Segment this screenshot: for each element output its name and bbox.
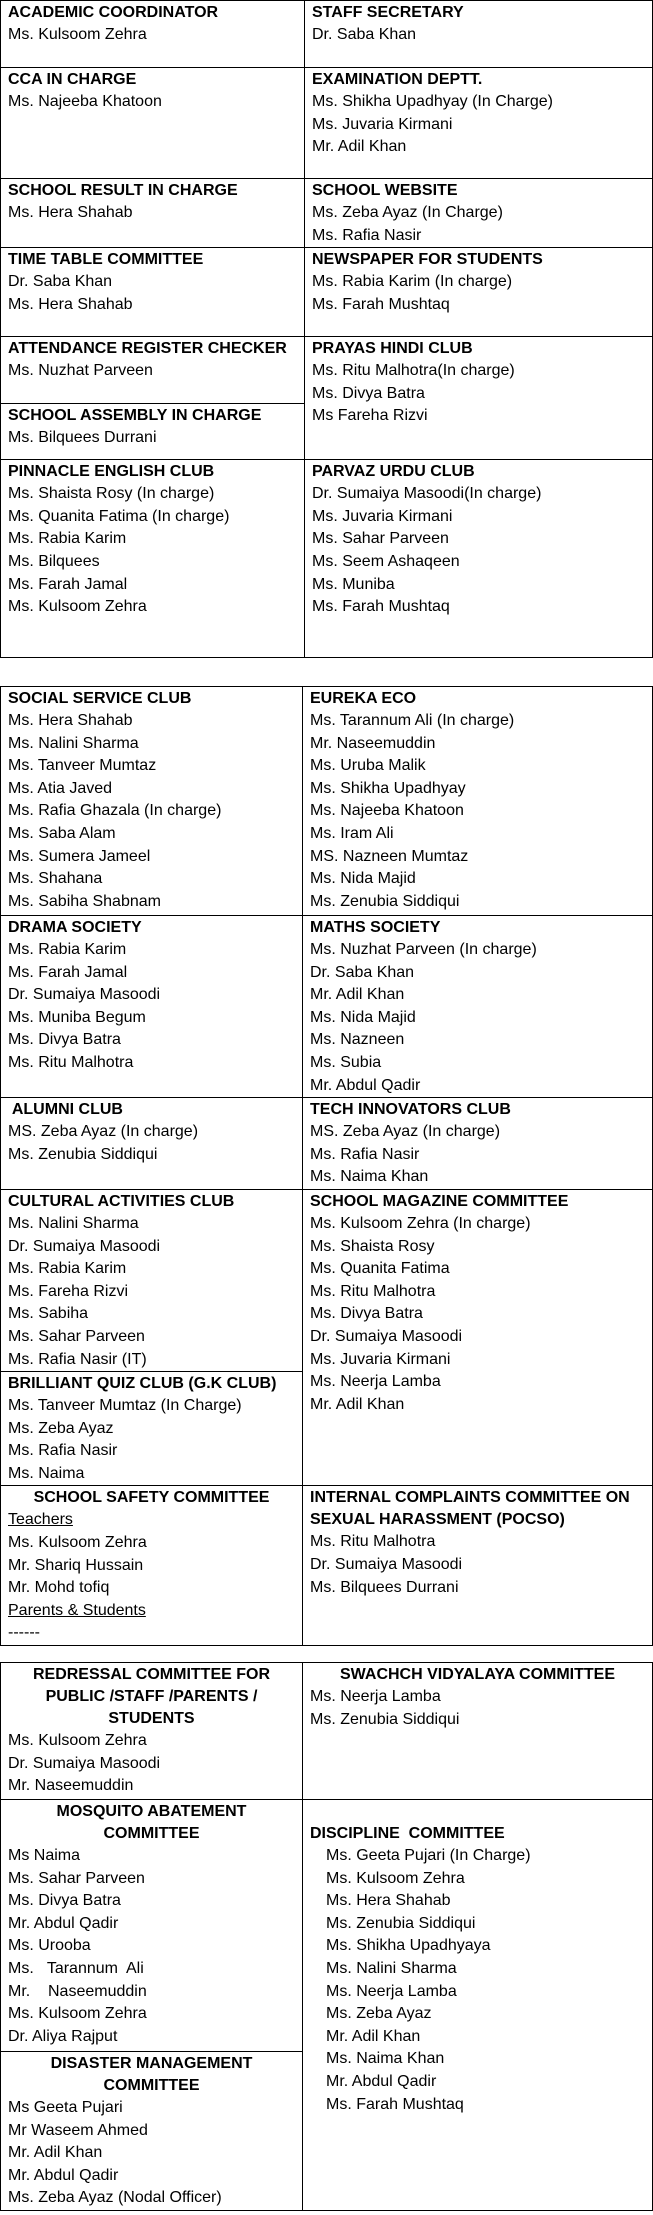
member: MS. Zeba Ayaz (In charge) (8, 1123, 199, 1141)
member: Ms. Naima Khan (326, 2050, 445, 2068)
parents-value: ------ (8, 1624, 40, 1642)
committee-title: SCHOOL MAGAZINE COMMITTEE (310, 1192, 569, 1210)
table-row (1, 916, 653, 1098)
member: Ms. Rabia Karim (8, 941, 127, 958)
member: Ms. Farah Mushtaq (312, 598, 450, 616)
committee-cell (303, 916, 653, 1098)
member: Mr. Adil Khan (310, 1395, 405, 1413)
committee-title: INTERNAL COMPLAINTS COMMITTEE ON SEXUAL HARASSMENT (POCSO) (310, 1489, 630, 1529)
committee-subcell (1, 1190, 302, 1372)
member: Mr. Adil Khan (326, 2027, 421, 2045)
member: Ms. Divya Batra (8, 1031, 121, 1049)
member: Ms. Uruba Malik (310, 757, 426, 775)
member: Mr. Adil Khan (8, 2144, 103, 2162)
committee-title: TECH INNOVATORS CLUB (310, 1101, 511, 1119)
member: Ms. Kulsoom Zehra (In charge) (310, 1214, 531, 1232)
member: Dr. Saba Khan (8, 273, 113, 291)
member: Mr. Adil Khan (312, 138, 407, 156)
member: Ms. Rabia Karim (In charge) (312, 273, 513, 291)
committee-cell (1, 1, 305, 68)
member: Mr. Naseemuddin (8, 1777, 134, 1795)
table-row (1, 179, 653, 248)
committee-cell (1, 1486, 303, 1646)
committee-cell (1, 460, 305, 658)
member: Ms. Naima (8, 1464, 85, 1482)
member: Ms. Zenubia Siddiqui (310, 892, 460, 910)
committee-subcell (1, 404, 304, 450)
committee-cell (305, 179, 653, 248)
member: Dr. Sumaiya Masoodi (310, 1327, 463, 1345)
table-row (1, 1, 653, 68)
member: Ms. Bilquees (8, 552, 100, 570)
member: Ms. Bilquees Durrani (310, 1578, 459, 1596)
member: Ms. Sabiha (8, 1305, 89, 1323)
committee-title: ACADEMIC COORDINATOR (8, 4, 219, 21)
member: Dr. Sumaiya Masoodi(In charge) (312, 485, 542, 503)
member: Ms. Sahar Parveen (8, 1327, 145, 1345)
member: MS. Zeba Ayaz (In charge) (310, 1123, 501, 1141)
member: Ms. Nuzhat Parveen (8, 362, 153, 380)
committee-cell (1, 1663, 303, 1800)
member: Ms. Kulsoom Zehra (8, 2005, 147, 2023)
member: Ms. Zenubia Siddiqui (8, 1145, 158, 1163)
committee-title: CULTURAL ACTIVITIES CLUB (8, 1192, 235, 1210)
member: Ms. Rafia Ghazala (In charge) (8, 802, 222, 820)
member: Ms. Nalini Sharma (8, 1214, 139, 1232)
member: Ms. Nida Majid (310, 870, 416, 888)
member: Ms. Nalini Sharma (8, 734, 139, 752)
parents-label: Parents & Students (8, 1601, 146, 1619)
committee-title: EXAMINATION DEPTT. (312, 71, 483, 88)
committee-title: SCHOOL WEBSITE (312, 182, 458, 199)
committee-cell (1, 1189, 303, 1485)
member: Ms. Shahana (8, 870, 103, 888)
member: Ms. Zenubia Siddiqui (326, 1914, 476, 1932)
committee-table-2 (0, 686, 653, 1646)
member: Ms. Divya Batra (312, 384, 425, 402)
member: Mr Waseem Ahmed (8, 2121, 148, 2139)
committee-title: STAFF SECRETARY (312, 4, 464, 21)
member: Ms. Farah Mushtaq (312, 295, 450, 313)
member: Ms. Zeba Ayaz (Nodal Officer) (8, 2189, 222, 2207)
member: Ms. Nalini Sharma (326, 1959, 457, 1977)
member: Mr. Abdul Qadir (8, 2166, 119, 2184)
member: Dr. Sumaiya Masoodi (8, 1237, 161, 1255)
committee-cell (305, 1, 653, 68)
member: Ms. Saba Alam (8, 824, 116, 842)
member: Ms. Hera Shahab (8, 204, 133, 221)
member: Ms. Seem Ashaqeen (312, 552, 460, 570)
member: Mr. Mohd tofiq (8, 1579, 110, 1597)
committee-subcell (1, 1800, 302, 2052)
committee-cell (305, 248, 653, 337)
member: Ms. Zeba Ayaz (In Charge) (312, 204, 503, 221)
committee-title: PINNACLE ENGLISH CLUB (8, 463, 215, 481)
member: Ms. Najeeba Khatoon (310, 802, 464, 820)
committee-cell (303, 1189, 653, 1485)
member: Ms. Atia Javed (8, 779, 113, 797)
teachers-label: Teachers (8, 1511, 73, 1529)
committee-title: PARVAZ URDU CLUB (312, 463, 475, 481)
member: Ms. Kulsoom Zehra (8, 26, 147, 43)
table-row (1, 687, 653, 916)
member: Ms Naima (8, 1847, 81, 1864)
committee-title: EUREKA ECO (310, 690, 417, 707)
member: Ms. Ritu Malhotra (8, 1053, 134, 1071)
committee-title: NEWSPAPER FOR STUDENTS (312, 251, 543, 269)
member: Ms. Kulsoom Zehra (326, 1869, 465, 1887)
member: Dr. Aliya Rajput (8, 2027, 118, 2045)
member: Ms. Shikha Upadhyay (310, 779, 466, 797)
member: Ms. Rabia Karim (8, 530, 127, 548)
member: Mr. Naseemuddin (8, 1982, 147, 2000)
committee-cell (303, 1800, 653, 2211)
committee-title: SOCIAL SERVICE CLUB (8, 690, 192, 707)
member: Ms. Shikha Upadhyay (In Charge) (312, 93, 553, 110)
member: Ms. Quanita Fatima (In charge) (8, 507, 230, 525)
committee-title: PRAYAS HINDI CLUB (312, 340, 473, 358)
member: Ms. Shaista Rosy (310, 1237, 435, 1255)
committee-title: MOSQUITO ABATEMENT COMMITTEE (56, 1803, 247, 1842)
committee-cell (1, 179, 305, 248)
member: Ms. Neerja Lamba (310, 1373, 441, 1391)
committee-title: DRAMA SOCIETY (8, 919, 142, 936)
member: Ms. Ritu Malhotra(In charge) (312, 362, 515, 380)
member: Dr. Saba Khan (312, 26, 417, 43)
committee-title: SCHOOL SAFETY COMMITTEE (33, 1489, 270, 1507)
member: Ms. Fareha Rizvi (8, 1282, 129, 1300)
member: Ms. Juvaria Kirmani (312, 507, 453, 525)
committee-cell (1, 337, 305, 460)
table-row (1, 68, 653, 179)
member: Mr. Abdul Qadir (310, 1076, 421, 1094)
member: Ms. Sahar Parveen (312, 530, 449, 548)
committee-title: DISCIPLINE COMMITTEE (310, 1825, 505, 1842)
member: Ms. Rabia Karim (8, 1260, 127, 1278)
member: Ms. Zenubia Siddiqui (310, 1710, 460, 1728)
committee-title: ATTENDANCE REGISTER CHECKER (8, 340, 287, 358)
member: Ms. Divya Batra (310, 1305, 423, 1323)
committee-cell (303, 1098, 653, 1190)
member: Ms. Rafia Nasir (8, 1442, 118, 1460)
committee-title: SCHOOL ASSEMBLY IN CHARGE (8, 407, 262, 425)
committee-cell (303, 1663, 653, 1800)
member: Ms. Kulsoom Zehra (8, 1533, 147, 1551)
member: Mr. Adil Khan (310, 986, 405, 1004)
committee-cell (1, 916, 303, 1098)
table-row (1, 1663, 653, 1800)
committee-title: SWACHCH VIDYALAYA COMMITTEE (340, 1666, 615, 1683)
member: Ms. Juvaria Kirmani (312, 115, 453, 133)
member: Ms. Divya Batra (8, 1892, 121, 1910)
member: Ms. Hera Shahab (8, 712, 133, 729)
member: MS. Nazneen Mumtaz (310, 847, 469, 865)
committee-cell (1, 248, 305, 337)
member: Ms. Subia (310, 1053, 382, 1071)
member: Ms. Farah Mushtaq (326, 2095, 464, 2113)
member: Ms. Neerja Lamba (310, 1688, 441, 1705)
member: Ms. Rafia Nasir (IT) (8, 1350, 147, 1368)
committee-cell (305, 68, 653, 179)
committee-cell (1, 68, 305, 179)
member: Ms. Shikha Upadhyaya (326, 1937, 491, 1955)
member: Ms. Neerja Lamba (326, 1982, 457, 2000)
member: Ms. Kulsoom Zehra (8, 598, 147, 616)
member: Mr. Shariq Hussain (8, 1556, 144, 1574)
member: Dr. Sumaiya Masoodi (8, 986, 161, 1004)
committee-title: BRILLIANT QUIZ CLUB (G.K CLUB) (8, 1374, 277, 1392)
member: Ms Geeta Pujari (8, 2099, 123, 2116)
member: Ms. Farah Jamal (8, 575, 128, 593)
member: Mr. Naseemuddin (310, 734, 436, 752)
member: Ms. Rafia Nasir (312, 226, 422, 244)
member: Ms. Rafia Nasir (310, 1145, 420, 1163)
committee-subcell (1, 337, 304, 404)
table-row (1, 460, 653, 658)
table-row (1, 248, 653, 337)
member: Ms. Najeeba Khatoon (8, 93, 162, 110)
member: Ms. Zeba Ayaz (326, 2005, 432, 2023)
committee-cell (305, 337, 653, 460)
member: Dr. Sumaiya Masoodi (8, 1754, 161, 1772)
member: Ms. Nida Majid (310, 1008, 416, 1026)
member: Ms. Muniba Begum (8, 1008, 146, 1026)
member: Dr. Saba Khan (310, 963, 415, 981)
table-row (1, 1098, 653, 1190)
member: Ms. Hera Shahab (8, 295, 133, 313)
member: Ms. Kulsoom Zehra (8, 1732, 147, 1749)
table-row (1, 1189, 653, 1485)
member: Ms. Hera Shahab (326, 1892, 451, 1910)
member: Ms Fareha Rizvi (312, 407, 428, 425)
member: Ms. Farah Jamal (8, 963, 128, 981)
committee-cell (303, 1486, 653, 1646)
member: Ms. Tanveer Mumtaz (In Charge) (8, 1396, 242, 1414)
member: Ms. Nuzhat Parveen (In charge) (310, 941, 537, 958)
committee-title: DISASTER MANAGEMENT COMMITTEE (50, 2055, 253, 2094)
member: Ms. Iram Ali (310, 824, 394, 842)
member: Ms. Tarannum Ali (In charge) (310, 712, 515, 729)
committee-subcell (1, 1372, 302, 1485)
committee-title: MATHS SOCIETY (310, 919, 441, 936)
committee-cell (1, 1800, 303, 2211)
member: Ms. Sabiha Shabnam (8, 892, 161, 910)
committee-cell (1, 1098, 303, 1190)
committee-title: SCHOOL RESULT IN CHARGE (8, 182, 238, 199)
member: Ms. Naima Khan (310, 1168, 429, 1186)
member: Ms. Sahar Parveen (8, 1869, 145, 1887)
member: Ms. Ritu Malhotra (310, 1282, 436, 1300)
committee-cell (303, 687, 653, 916)
table-row (1, 337, 653, 460)
committee-title: REDRESSAL COMMITTEE FOR PUBLIC /STAFF /PARENTS / STUDENTS (32, 1666, 271, 1727)
member: Ms. Sumera Jameel (8, 847, 151, 865)
table-row (1, 1800, 653, 2211)
committee-table-1 (0, 0, 653, 658)
committee-cell (1, 687, 303, 916)
member: Ms. Quanita Fatima (310, 1260, 450, 1278)
member: Mr. Abdul Qadir (326, 2072, 437, 2090)
member: Ms. Juvaria Kirmani (310, 1350, 451, 1368)
member: Ms. Tanveer Mumtaz (8, 757, 157, 775)
member: Ms. Geeta Pujari (In Charge) (326, 1847, 531, 1864)
committee-table-3 (0, 1662, 653, 2211)
committee-title: CCA IN CHARGE (8, 71, 137, 88)
member: Ms. Nazneen (310, 1031, 405, 1049)
member: Ms. Muniba (312, 575, 395, 593)
committee-title: ALUMNI CLUB (8, 1101, 123, 1119)
committee-title: TIME TABLE COMMITTEE (8, 251, 204, 269)
committee-subcell (1, 2052, 302, 2210)
member: Ms. Bilquees Durrani (8, 429, 157, 447)
member: Dr. Sumaiya Masoodi (310, 1555, 463, 1573)
table-row (1, 1486, 653, 1646)
member: Mr. Abdul Qadir (8, 1914, 119, 1932)
member: Ms. Ritu Malhotra (310, 1533, 436, 1551)
member: Ms. Urooba (8, 1937, 91, 1955)
member: Ms. Tarannum Ali (8, 1959, 144, 1977)
committee-cell (305, 460, 653, 658)
member: Ms. Zeba Ayaz (8, 1419, 114, 1437)
member: Ms. Shaista Rosy (In charge) (8, 485, 215, 503)
